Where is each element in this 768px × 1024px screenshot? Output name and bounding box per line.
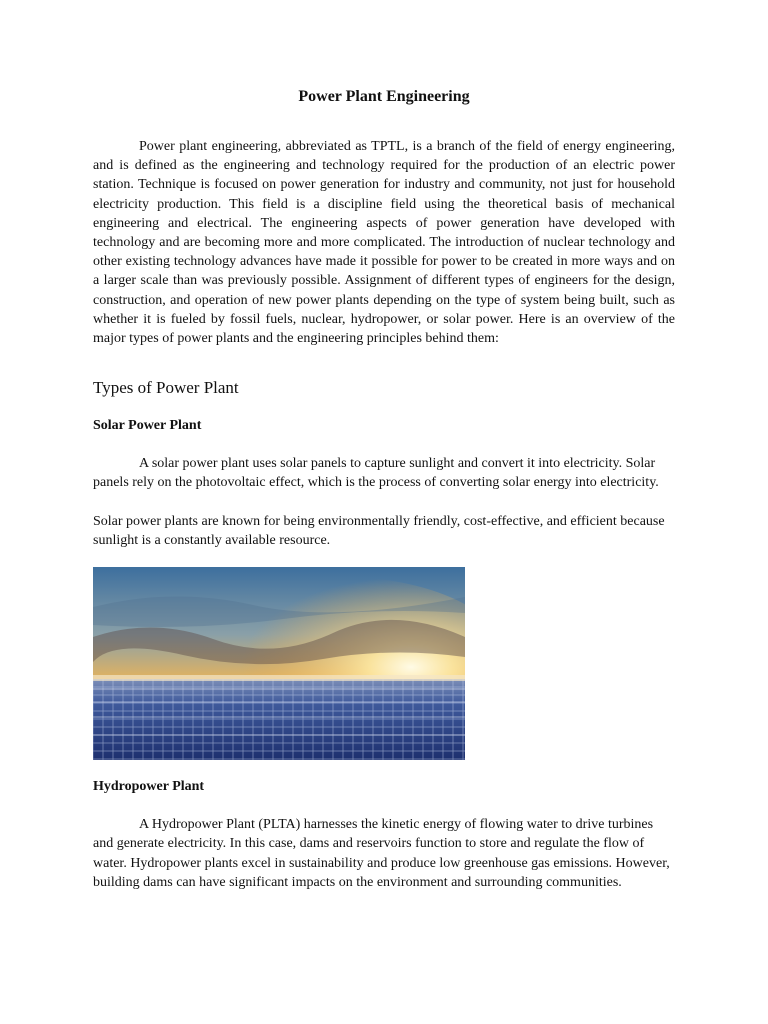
intro-paragraph: Power plant engineering, abbreviated as TPTL, is a branch of the field of energy engineering, and is defined as the engineering and technology required for the production of an electric power station. Technique is focused on power generation for industry and community, not just for household electricity production. This field is a discipline field using the theoretical basis of mechanical engineering and electrical. The engineering aspects of power generation have developed with technology and are becoming more and more complicated. The introduction of nuclear technology and other existing technology advances have made it possible for power to be created in more ways and on a larger scale than was previously possible. Assignment of different types of engineers for the design, construction, and operation of new power plants depending on the type of system being built, such as whether it is fueled by fossil fuels, nuclear, hydropower, or solar power. Here is an overview of the major types of power plants and the engineering principles behind them: <box>93 139 675 347</box>
types-heading: Types of Power Plant <box>93 378 239 397</box>
hydro-paragraph-1-text: A Hydropower Plant (PLTA) harnesses the kinetic energy of flowing water to drive turbines and generate electricity. In this case, dams and reservoirs function to store and regulate the flow of water. Hydropower plants excel in sustainability and produce low greenhouse gas emissions. However, building dams can have significant impacts on the environment and surrounding communities. <box>93 817 670 891</box>
solar-paragraph-1 <box>93 454 675 493</box>
solar-paragraph-2: Solar power plants are known for being environmentally friendly, cost-effective, and efficient because sunlight is a constantly available resource. <box>93 514 665 549</box>
document-title: Power Plant Engineering <box>298 88 470 105</box>
solar-paragraph-1-text: A solar power plant uses solar panels to capture sunlight and convert it into electricity. Solar panels rely on the photovoltaic effect, which is the process of converting solar energy into electricity. <box>93 456 659 491</box>
hydro-heading: Hydropower Plant <box>93 779 205 794</box>
hydro-paragraph-1 <box>93 815 675 893</box>
solar-panels-image <box>93 567 465 760</box>
solar-heading: Solar Power Plant <box>93 418 202 433</box>
